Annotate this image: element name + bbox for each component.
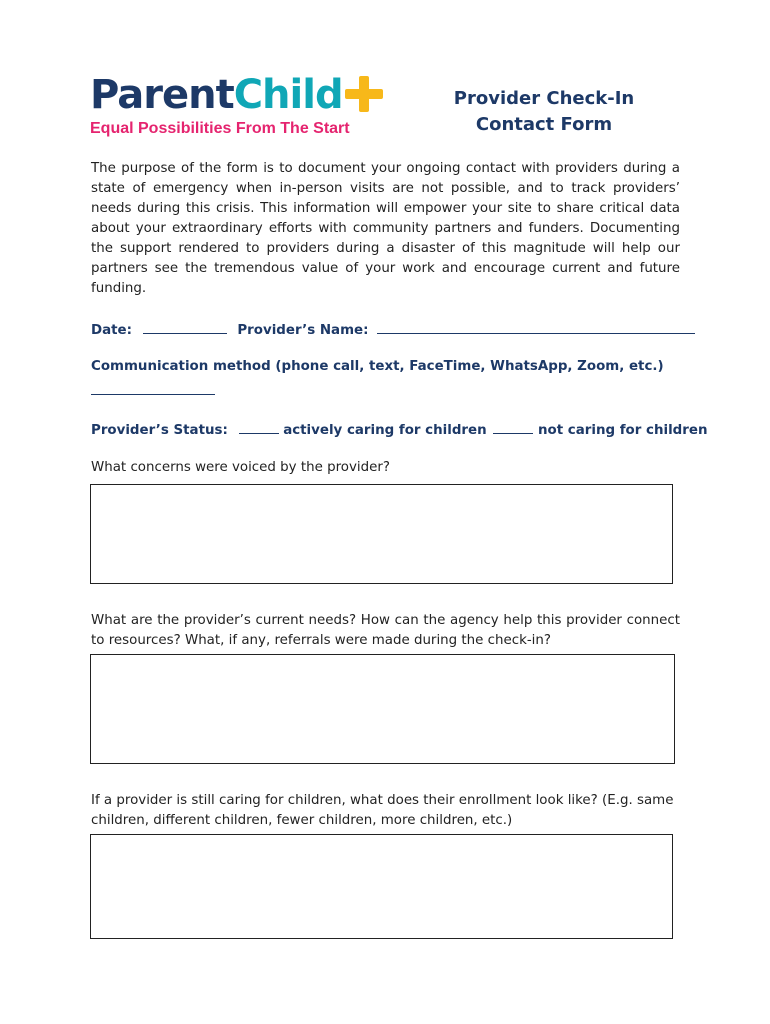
- provider-name-field[interactable]: [377, 319, 695, 334]
- logo-word-child: Child: [233, 72, 343, 118]
- logo-tagline: Equal Possibilities From The Start: [90, 120, 350, 137]
- parentchild-logo: [90, 72, 383, 138]
- form-title: [430, 86, 658, 138]
- date-provider-row: [91, 319, 695, 338]
- needs-answer-box[interactable]: [90, 654, 675, 764]
- communication-blank-row: [91, 380, 215, 399]
- date-label: Date:: [91, 323, 132, 338]
- question-needs: What are the provider’s current needs? How can the agency help this provider connect to resources? What, if any, referrals were made during the check-in?: [91, 613, 680, 648]
- question-concerns: What concerns were voiced by the provider?: [91, 460, 390, 475]
- form-title-line2: Contact Form: [475, 114, 613, 135]
- date-field[interactable]: [143, 319, 227, 334]
- logo-wordmark: [90, 72, 383, 118]
- status-not-caring-checkbox[interactable]: [493, 419, 533, 434]
- concerns-answer-box[interactable]: [90, 484, 673, 584]
- communication-label: Communication method (phone call, text, FaceTime, WhatsApp, Zoom, etc.): [91, 359, 664, 374]
- enrollment-answer-box[interactable]: [90, 834, 673, 939]
- communication-field[interactable]: [91, 380, 215, 395]
- communication-row: [91, 359, 664, 374]
- status-row: [91, 419, 707, 438]
- question-enrollment: If a provider is still caring for children, what does their enrollment look like? (E.g. same children, different children, fewer children, more children, etc.): [91, 793, 674, 828]
- status-active-checkbox[interactable]: [239, 419, 279, 434]
- status-option-not-caring: not caring for children: [537, 423, 708, 438]
- provider-name-label: Provider’s Name:: [237, 323, 369, 338]
- intro-paragraph: The purpose of the form is to document your ongoing contact with providers during a state of emergency when in-person visits are not possible, and to track providers’ needs during this crisis. This information will empower your site to share critical data about your extraordinary efforts with community partners and funders. Documenting the support rendered to providers during a disaster of this magnitude will help our partners see the tremendous value of your work and encourage current and future funding.: [91, 161, 680, 296]
- form-title-line1: Provider Check-In: [453, 88, 635, 109]
- status-label: Provider’s Status:: [91, 423, 228, 438]
- plus-icon: [345, 76, 383, 112]
- logo-word-parent: Parent: [90, 72, 234, 118]
- status-option-active: actively caring for children: [283, 423, 487, 438]
